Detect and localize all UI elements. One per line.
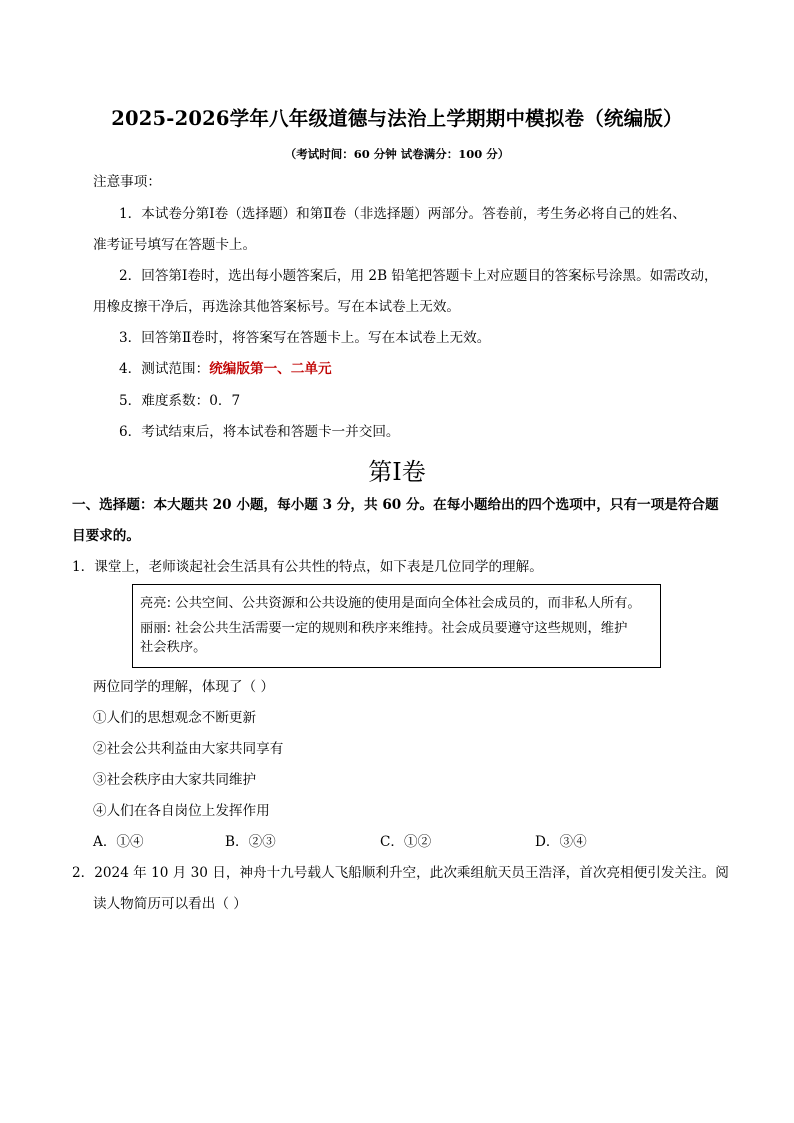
note-1-line-1: 1．本试卷分第Ⅰ卷（选择题）和第Ⅱ卷（非选择题）两部分。答卷前，考生务必将自己的姓名、	[119, 206, 687, 222]
note-2-line-2: 用橡皮擦干净后，再选涂其他答案标号。写在本试卷上无效。	[93, 299, 461, 315]
exam-info: （考试时间：60 分钟 试卷满分：100 分）	[284, 147, 510, 161]
option-d: D．③④	[535, 834, 587, 850]
statement-1: ①人们的思想观念不断更新	[93, 710, 257, 726]
option-c: C．①②	[380, 834, 432, 850]
statement-4: ④人们在各自岗位上发挥作用	[93, 803, 270, 819]
question-1-material-box	[132, 584, 661, 668]
option-b: B．②③	[225, 834, 276, 850]
note-5: 5．难度系数：0．7	[119, 393, 241, 409]
note-1-line-2: 准考证号填写在答题卡上。	[93, 237, 257, 253]
material-line-2: 丽丽: 社会公共生活需要一定的规则和秩序来维持。社会成员要遵守这些规则，维护	[140, 621, 628, 636]
note-2-line-1: 2．回答第Ⅰ卷时，选出每小题答案后，用 2B 铅笔把答题卡上对应题目的答案标号涂黑。如需改动，	[119, 268, 718, 284]
material-line-3: 社会秩序。	[140, 640, 207, 655]
question-1-stem: 1．课堂上，老师谈起社会生活具有公共性的特点，如下表是几位同学的理解。	[72, 559, 543, 575]
material-line-1: 亮亮: 公共空间、公共资源和公共设施的使用是面向全体社会成员的，而非私人所有。	[140, 596, 641, 611]
part1-instruction-line-2: 目要求的。	[72, 528, 140, 544]
note-4-scope: 统编版第一、二单元	[209, 361, 332, 377]
notes-heading: 注意事项：	[93, 174, 161, 190]
page-title: 2025-2026学年八年级道德与法治上学期期中模拟卷（统编版）	[111, 107, 683, 130]
statement-3: ③社会秩序由大家共同维护	[93, 772, 257, 788]
question-2-line-2: 读人物简历可以看出（ ）	[93, 896, 247, 912]
option-a: A．①④	[93, 834, 144, 850]
statement-2: ②社会公共利益由大家共同享有	[93, 741, 284, 757]
note-4-label: 4．测试范围：	[119, 361, 210, 377]
section-title: 第Ⅰ卷	[368, 458, 426, 486]
question-2-line-1: 2．2024 年 10 月 30 日，神舟十九号载人飞船顺利升空，此次乘组航天员王浩泽，首次亮相便引发关注。阅	[72, 865, 729, 881]
note-4	[119, 360, 332, 378]
part1-instruction-line-1: 一、选择题：本大题共 20 小题，每小题 3 分，共 60 分。在每小题给出的四个选项中，只有一项是符合题	[72, 497, 719, 513]
note-6: 6．考试结束后，将本试卷和答题卡一并交回。	[119, 424, 400, 440]
question-1-prompt: 两位同学的理解，体现了（ ）	[93, 679, 275, 695]
note-3: 3．回答第Ⅱ卷时，将答案写在答题卡上。写在本试卷上无效。	[119, 330, 491, 346]
